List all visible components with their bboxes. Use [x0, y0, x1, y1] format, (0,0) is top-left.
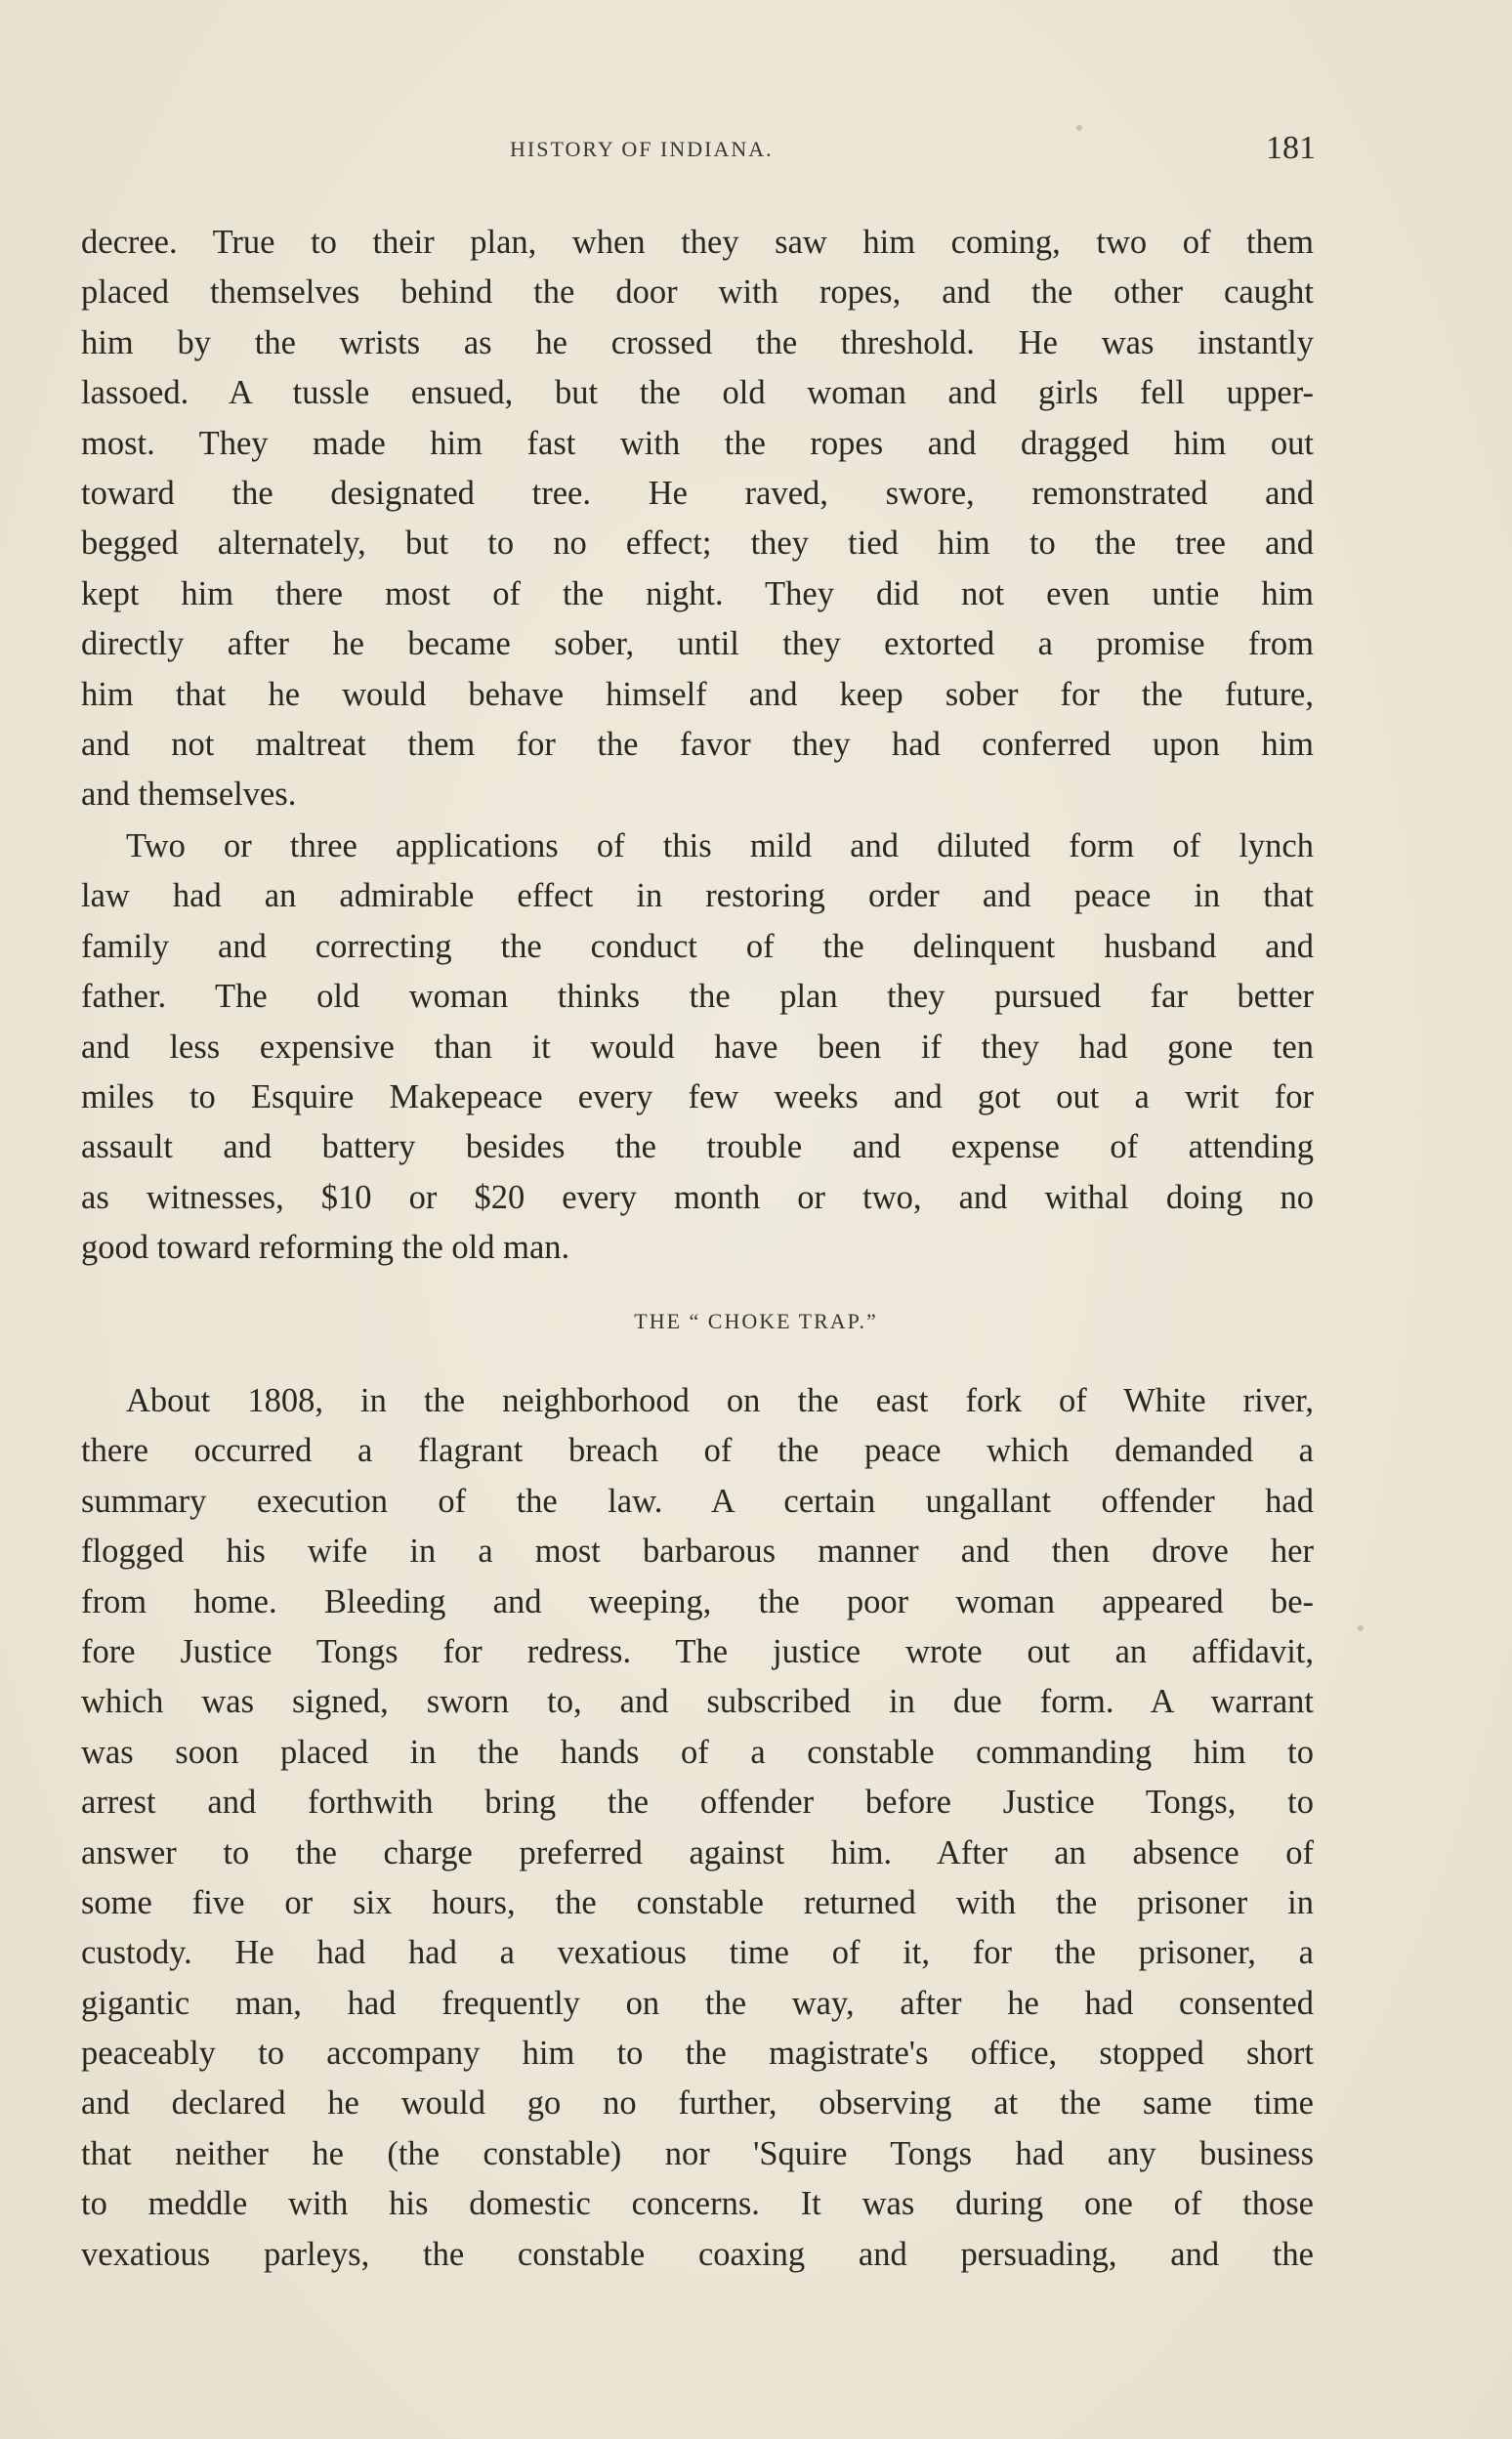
- text-line: About 1808, in the neighborhood on the east fork of White river,: [126, 1382, 1314, 1419]
- text-line: directly after he became sober, until they extorted a promise from: [81, 625, 1314, 663]
- text-line: that neither he (the constable) nor 'Squire Tongs had any business: [81, 2134, 1314, 2172]
- text-line: toward the designated tree. He raved, swore, remonstrated and: [81, 474, 1314, 512]
- running-head: HISTORY OF INDIANA.: [510, 137, 774, 161]
- text-line: most. They made him fast with the ropes and dragged him out: [81, 424, 1314, 462]
- text-line: custody. He had had a vexatious time of it, for the prisoner, a: [81, 1934, 1314, 1972]
- text-line: was soon placed in the hands of a constable commanding him to: [81, 1733, 1314, 1771]
- text-line: kept him there most of the night. They did not even untie him: [81, 574, 1314, 612]
- paragraph-continuation: [81, 218, 1314, 820]
- text-line: Two or three applications of this mild and diluted form of lynch: [126, 827, 1314, 864]
- text-line: some five or six hours, the constable returned with the prisoner in: [81, 1883, 1314, 1921]
- text-line: him that he would behave himself and keep sober for the future,: [81, 675, 1314, 713]
- text-line: arrest and forthwith bring the offender before Justice Tongs, to: [81, 1784, 1314, 1822]
- text-line: law had an admirable effect in restoring order and peace in that: [81, 877, 1314, 915]
- paper-speck: [1358, 1625, 1364, 1631]
- text-line: and less expensive than it would have been if they had gone ten: [81, 1028, 1314, 1066]
- text-line: fore Justice Tongs for redress. The justice wrote out an affidavit,: [81, 1632, 1314, 1670]
- text-line: and themselves.: [81, 776, 297, 814]
- page-number: 181: [1266, 130, 1316, 166]
- paragraph-choke-trap: [81, 1376, 1314, 2280]
- text-line: father. The old woman thinks the plan they pursued far better: [81, 978, 1314, 1016]
- text-line: good toward reforming the old man.: [81, 1229, 570, 1267]
- text-line: miles to Esquire Makepeace every few weeks and got out a writ for: [81, 1077, 1314, 1115]
- text-line: which was signed, sworn to, and subscribed in due form. A warrant: [81, 1683, 1314, 1721]
- text-line: from home. Bleeding and weeping, the poor woman appeared be-: [81, 1582, 1314, 1620]
- text-line: begged alternately, but to no effect; they tied him to the tree and: [81, 525, 1314, 563]
- text-line: decree. True to their plan, when they saw him coming, two of them: [81, 224, 1314, 261]
- text-line: peaceably to accompany him to the magistrate's office, stopped short: [81, 2035, 1314, 2073]
- text-line: family and correcting the conduct of the delinquent husband and: [81, 927, 1314, 965]
- text-line: gigantic man, had frequently on the way, after he had consented: [81, 1984, 1314, 2022]
- paper-speck: [1076, 125, 1082, 131]
- text-line: vexatious parleys, the constable coaxing and persuading, and the: [81, 2235, 1314, 2273]
- text-line: summary execution of the law. A certain ungallant offender had: [81, 1482, 1314, 1520]
- paragraph-lynch-law: [81, 821, 1314, 1274]
- text-line: placed themselves behind the door with ropes, and the other caught: [81, 273, 1314, 312]
- text-line: as witnesses, $10 or $20 every month or two, and withal doing no: [81, 1178, 1314, 1216]
- text-line: there occurred a flagrant breach of the peace which demanded a: [81, 1432, 1314, 1470]
- text-line: flogged his wife in a most barbarous manner and then drove her: [81, 1533, 1314, 1571]
- text-line: and declared he would go no further, observing at the same time: [81, 2084, 1314, 2123]
- text-line: him by the wrists as he crossed the threshold. He was instantly: [81, 323, 1314, 361]
- text-line: lassoed. A tussle ensued, but the old woman and girls fell upper-: [81, 374, 1314, 412]
- text-line: to meddle with his domestic concerns. It was during one of those: [81, 2185, 1314, 2223]
- section-heading: THE “ CHOKE TRAP.”: [634, 1309, 878, 1333]
- text-line: and not maltreat them for the favor they had conferred upon him: [81, 725, 1314, 763]
- text-line: answer to the charge preferred against him. After an absence of: [81, 1833, 1314, 1871]
- text-line: assault and battery besides the trouble and expense of attending: [81, 1128, 1314, 1166]
